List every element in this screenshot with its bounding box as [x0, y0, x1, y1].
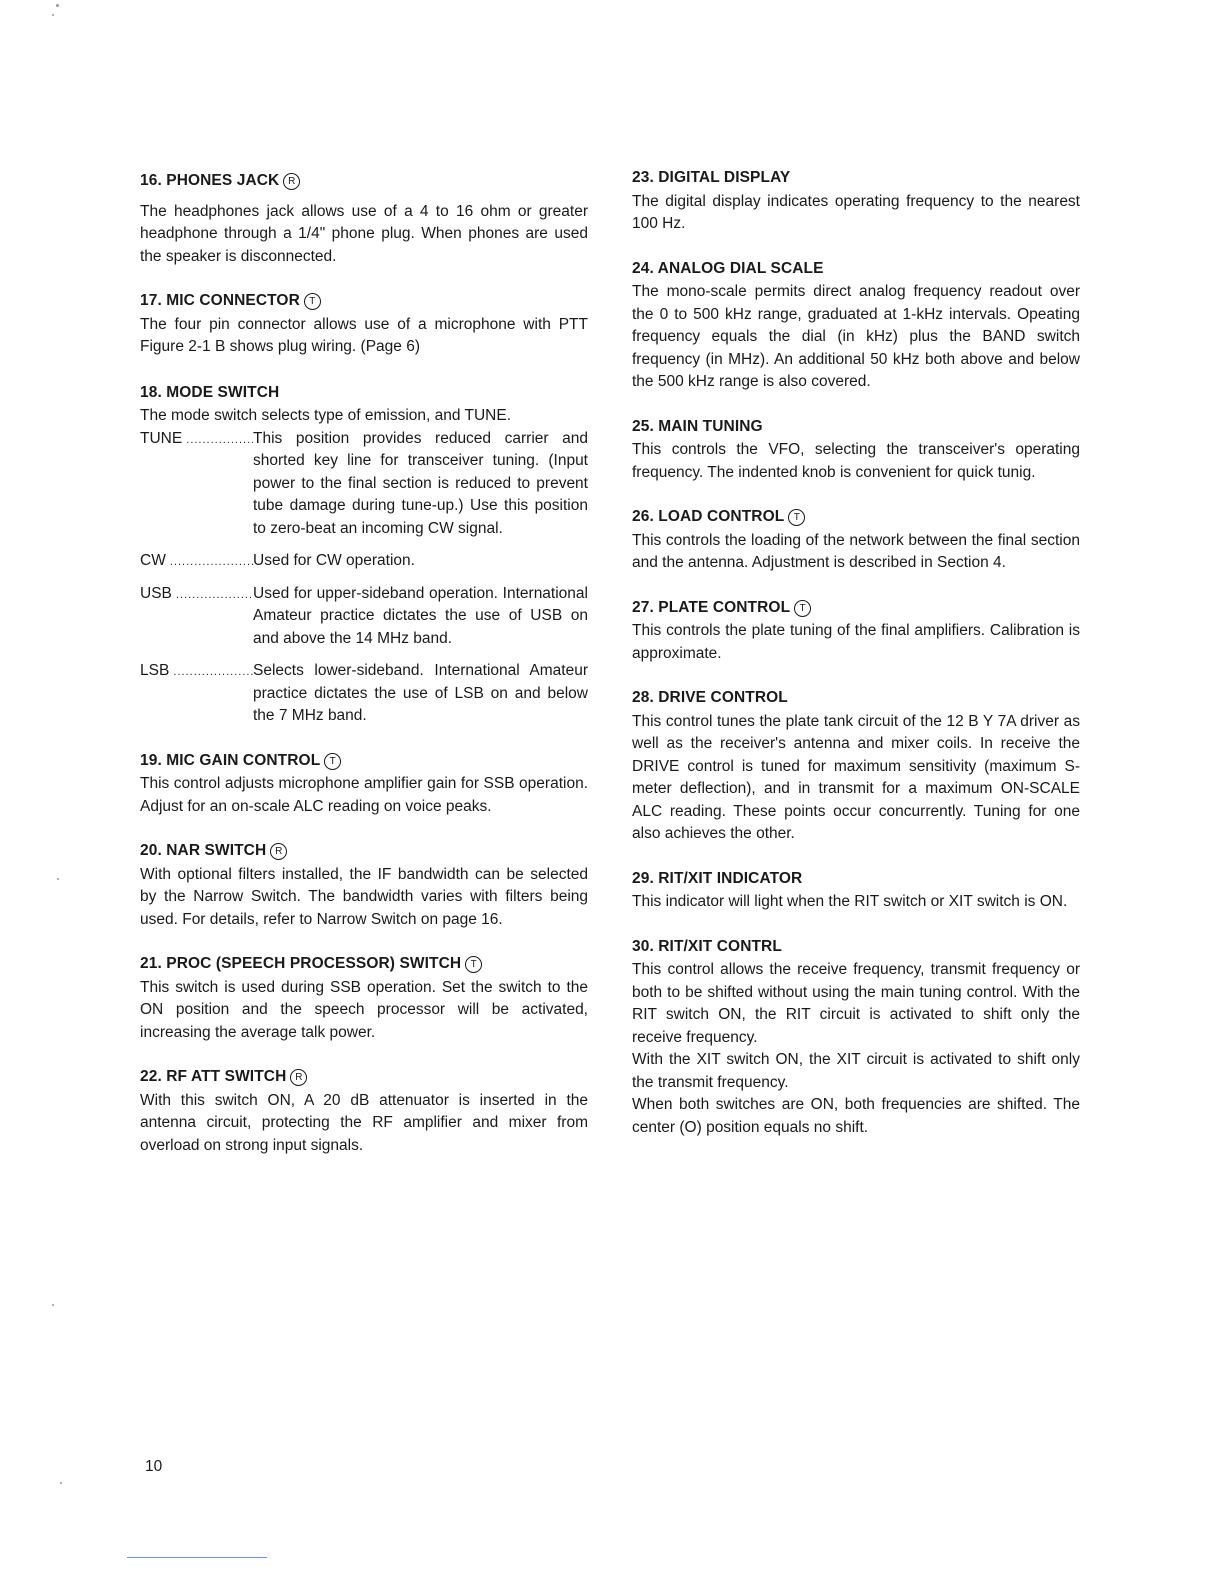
right-column [632, 167, 1080, 1139]
section-17 [140, 290, 588, 359]
section-21 [140, 953, 588, 1044]
scan-speck [57, 878, 59, 880]
section-text: This controls the loading of the network between the final section and the antenna. Adjustment is described in Section 4. [632, 531, 1080, 571]
section-heading: 18. MODE SWITCH [140, 383, 280, 401]
section-24 [632, 258, 1080, 394]
section-text: This control adjusts microphone amplifier gain for SSB operation. Adjust for an on-scale ALC reading on voice peaks. [140, 775, 588, 815]
left-column [140, 170, 588, 1157]
section-text: The headphones jack allows use of a 4 to 16 ohm or greater headphone through a 1/4" phone plug. When phones are used the speaker is disconnected. [140, 202, 588, 265]
section-20 [140, 840, 588, 931]
section-heading: 23. DIGITAL DISPLAY [632, 169, 791, 186]
scan-speck [56, 4, 59, 7]
section-heading: 28. DRIVE CONTROL [632, 689, 788, 706]
top-panel-mark-icon: T [465, 956, 482, 973]
rear-panel-mark-icon: R [290, 1069, 307, 1086]
section-text: With optional filters installed, the IF bandwidth can be selected by the Narrow Switch. The bandwidth varies with filters being used. For details, refer to Narrow Switch on page 16. [140, 865, 588, 928]
definition-term: CW ..... [140, 550, 253, 574]
page-number: 10 [145, 1458, 163, 1475]
section-text: This indicator will light when the RIT switch or XIT switch is ON. [632, 893, 1068, 910]
rear-panel-mark-icon: R [270, 843, 287, 860]
scan-speck [52, 1304, 54, 1306]
section-28 [632, 687, 1080, 846]
section-heading: 21. PROC (SPEECH PROCESSOR) SWITCH T [140, 953, 588, 976]
top-panel-mark-icon: T [794, 600, 811, 617]
section-text: The mode switch selects type of emission, and TUNE. [140, 407, 512, 424]
section-25 [632, 416, 1080, 485]
section-18 [140, 382, 588, 728]
rear-panel-mark-icon: R [283, 173, 300, 190]
section-29 [632, 868, 1080, 914]
section-heading: 24. ANALOG DIAL SCALE [632, 259, 824, 277]
top-panel-mark-icon: T [304, 293, 321, 310]
definition-text: Selects lower-sideband. International Amateur practice dictates the use of LSB on and below the 7 MHz band. [253, 662, 588, 724]
section-text: The mono-scale permits direct analog frequency readout over the 0 to 500 kHz range, graduated at 1-kHz intervals. Opeating frequency equals the dial (in kHz) plus the BAND switch frequency (in MHz). An additional 50 kHz both above and below the 500 kHz range is also covered. [632, 283, 1080, 390]
scan-edge-line [127, 1557, 267, 1558]
section-heading: 26. LOAD CONTROL T [632, 506, 1080, 529]
section-heading: 17. MIC CONNECTOR T [140, 290, 588, 313]
section-22 [140, 1066, 588, 1157]
top-panel-mark-icon: T [324, 753, 341, 770]
section-30 [632, 936, 1080, 1140]
section-heading: 30. RIT/XIT CONTRL [632, 937, 782, 955]
section-text: This controls the plate tuning of the final amplifiers. Calibration is approximate. [632, 622, 1080, 662]
section-text: This switch is used during SSB operation. Set the switch to the ON position and the speech processor will be activated, increasing the average talk power. [140, 978, 588, 1041]
definition-term: LSB ..... [140, 660, 253, 684]
definition-term: TUNE ..... [140, 428, 253, 452]
section-text: The four pin connector allows use of a microphone with PTT Figure 2-1 B shows plug wiring. (Page 6) [140, 315, 588, 355]
section-text: This control tunes the plate tank circuit of the 12 B Y 7A driver as well as the receiver's antenna and mixer coils. In receive the DRIVE control is tuned for maximum sensitivity (maximum S-meter deflection), and in transmit for a maximum ON-SCALE ALC reading. These points occur concurrently. Tuning for one also achieves the other. [632, 712, 1080, 842]
definition-text: Used for CW operation. [253, 552, 415, 569]
section-text: With this switch ON, A 20 dB attenuator is inserted in the antenna circuit, protecting the RF amplifier and mixer from overload on strong input signals. [140, 1091, 588, 1154]
scan-speck [60, 1482, 62, 1484]
definition-term: USB ..... [140, 583, 253, 607]
section-text: This control allows the receive frequency, transmit frequency or both to be shifted without using the main tuning control. With the RIT switch ON, the RIT circuit is activated to shift only the receive frequency. [632, 961, 1080, 1046]
section-26 [632, 506, 1080, 575]
top-panel-mark-icon: T [788, 509, 805, 526]
section-heading: 25. MAIN TUNING [632, 417, 763, 435]
section-23 [632, 167, 1080, 236]
section-27 [632, 597, 1080, 666]
definition-item [140, 550, 588, 573]
definition-item [140, 660, 588, 728]
section-text: When both switches are ON, both frequencies are shifted. The center (O) position equals no shift. [632, 1096, 1080, 1136]
section-19 [140, 750, 588, 819]
section-heading: 27. PLATE CONTROL T [632, 597, 1080, 620]
section-text: This controls the VFO, selecting the transceiver's operating frequency. The indented knob is convenient for quick tunig. [632, 441, 1080, 481]
definition-item [140, 428, 588, 541]
section-text: The digital display indicates operating frequency to the nearest 100 Hz. [632, 192, 1080, 232]
section-text: With the XIT switch ON, the XIT circuit is activated to shift only the transmit frequency. [632, 1051, 1080, 1091]
scan-speck [52, 14, 54, 16]
definition-text: This position provides reduced carrier and shorted key line for transceiver tuning. (Input power to the final section is reduced to prevent tube damage during tune-up.) Use this position to zero-beat an incoming CW signal. [253, 429, 588, 537]
section-heading: 22. RF ATT SWITCH R [140, 1066, 588, 1089]
section-heading: 29. RIT/XIT INDICATOR [632, 869, 803, 887]
definition-item [140, 583, 588, 651]
section-heading: 16. PHONES JACK R [140, 170, 588, 193]
definition-text: Used for upper-sideband operation. International Amateur practice dictates the use of USB on and above the 14 MHz band. [253, 584, 588, 647]
section-16 [140, 170, 588, 268]
section-heading: 19. MIC GAIN CONTROL T [140, 750, 588, 773]
section-heading: 20. NAR SWITCH R [140, 840, 588, 863]
